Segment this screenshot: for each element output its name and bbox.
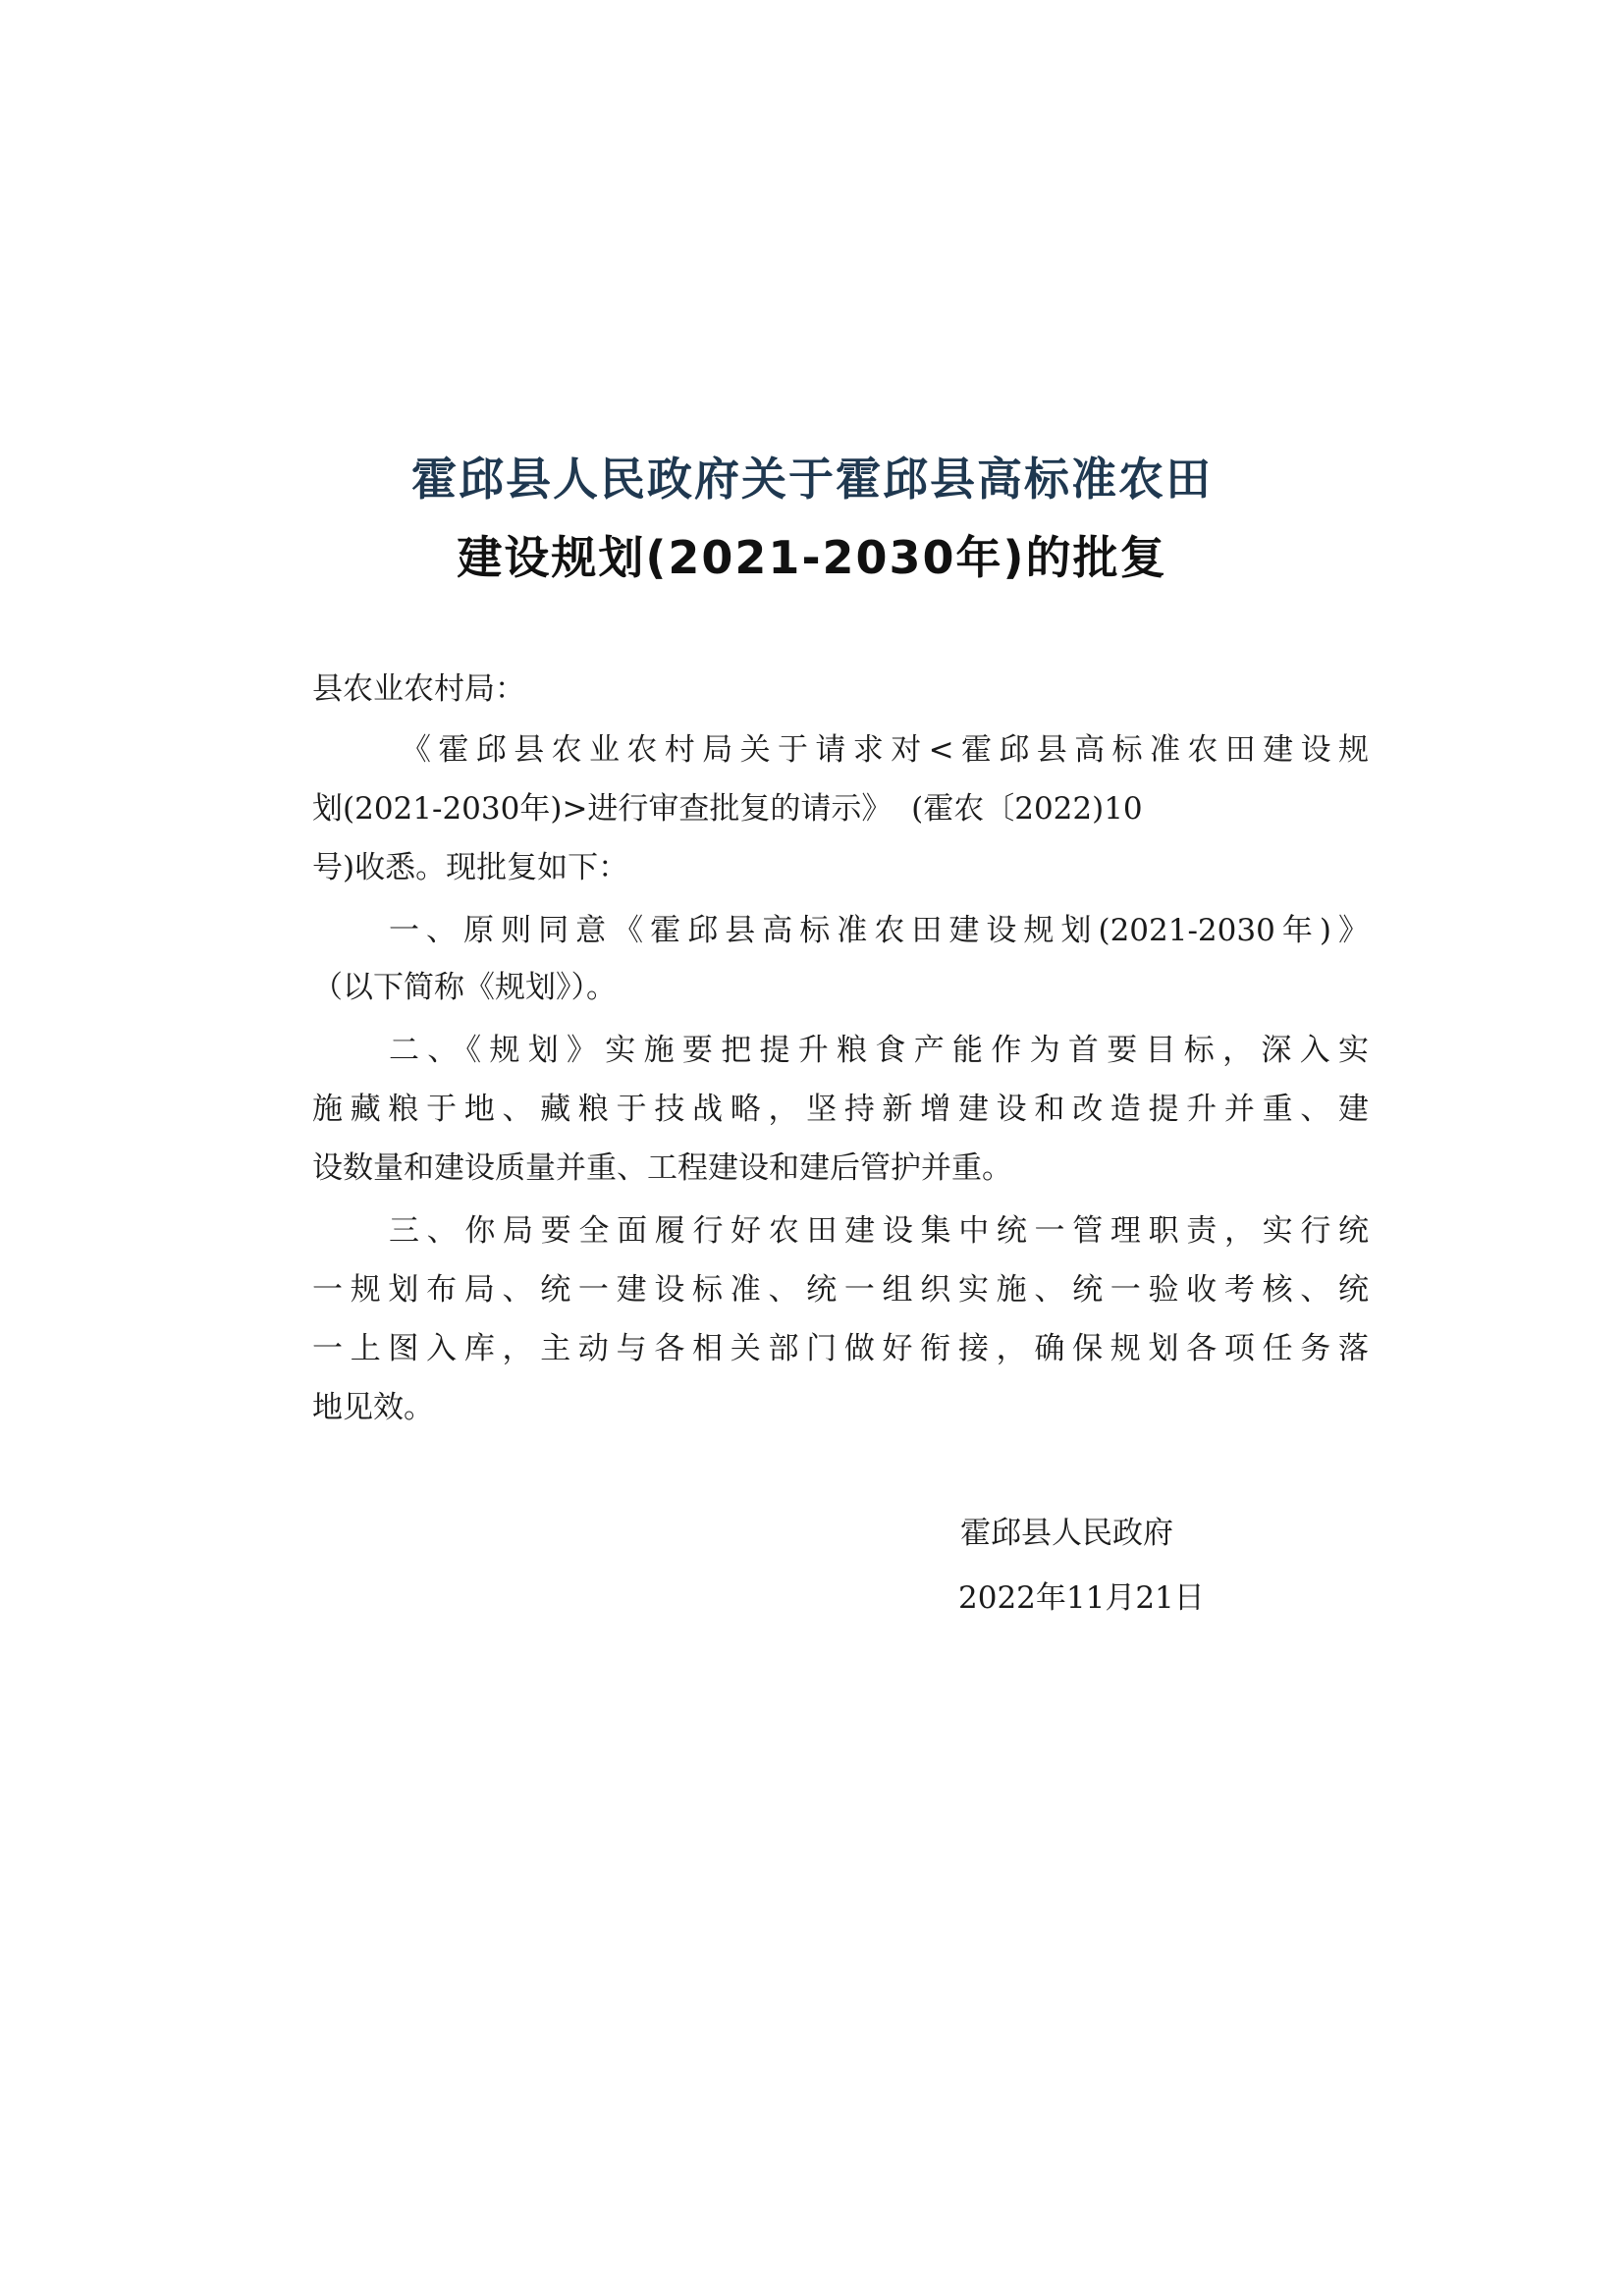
paragraph-item3-line-4: 地见效。 (312, 1390, 434, 1425)
paragraph-intro-line-2: 划(2021-2030年)>进行审查批复的请示》 (霍农〔2022)10 (312, 791, 1143, 827)
paragraph-intro-line-1: 《霍邱县农业农村局关于请求对<霍邱县高标准农田建设规 (401, 732, 1369, 768)
paragraph-intro-line-3: 号)收悉。现批复如下： (312, 850, 629, 885)
paragraph-item2-line-3: 设数量和建设质量并重、工程建设和建后管护并重。 (312, 1150, 1012, 1186)
paragraph-item3-line-3: 一上图入库，主动与各相关部门做好衔接，确保规划各项任务落 (312, 1331, 1369, 1366)
paragraph-item2-line-1: 二、《规划》实施要把提升粮食产能作为首要目标，深入实 (389, 1033, 1369, 1068)
signature-issuer: 霍邱县人民政府 (960, 1516, 1173, 1551)
paragraph-item1-line-1: 一、原则同意《霍邱县高标准农田建设规划(2021-2030年)》 (389, 913, 1369, 948)
paragraph-item1-line-2: （以下简称《规划》）。 (312, 970, 617, 1005)
document-title-line-1: 霍邱县人民政府关于霍邱县高标准农田 (411, 453, 1213, 506)
paragraph-item2-line-2: 施藏粮于地、藏粮于技战略，坚持新增建设和改造提升并重、建 (312, 1092, 1369, 1127)
paragraph-item3-line-1: 三、你局要全面履行好农田建设集中统一管理职责，实行统 (389, 1213, 1369, 1249)
paragraph-item3-line-2: 一规划布局、统一建设标准、统一组织实施、统一验收考核、统 (312, 1272, 1369, 1308)
addressee: 县农业农村局： (312, 671, 525, 707)
signature-date: 2022年11月21日 (958, 1580, 1205, 1616)
document-title-line-2: 建设规划(2021-2030年)的批复 (457, 531, 1167, 584)
